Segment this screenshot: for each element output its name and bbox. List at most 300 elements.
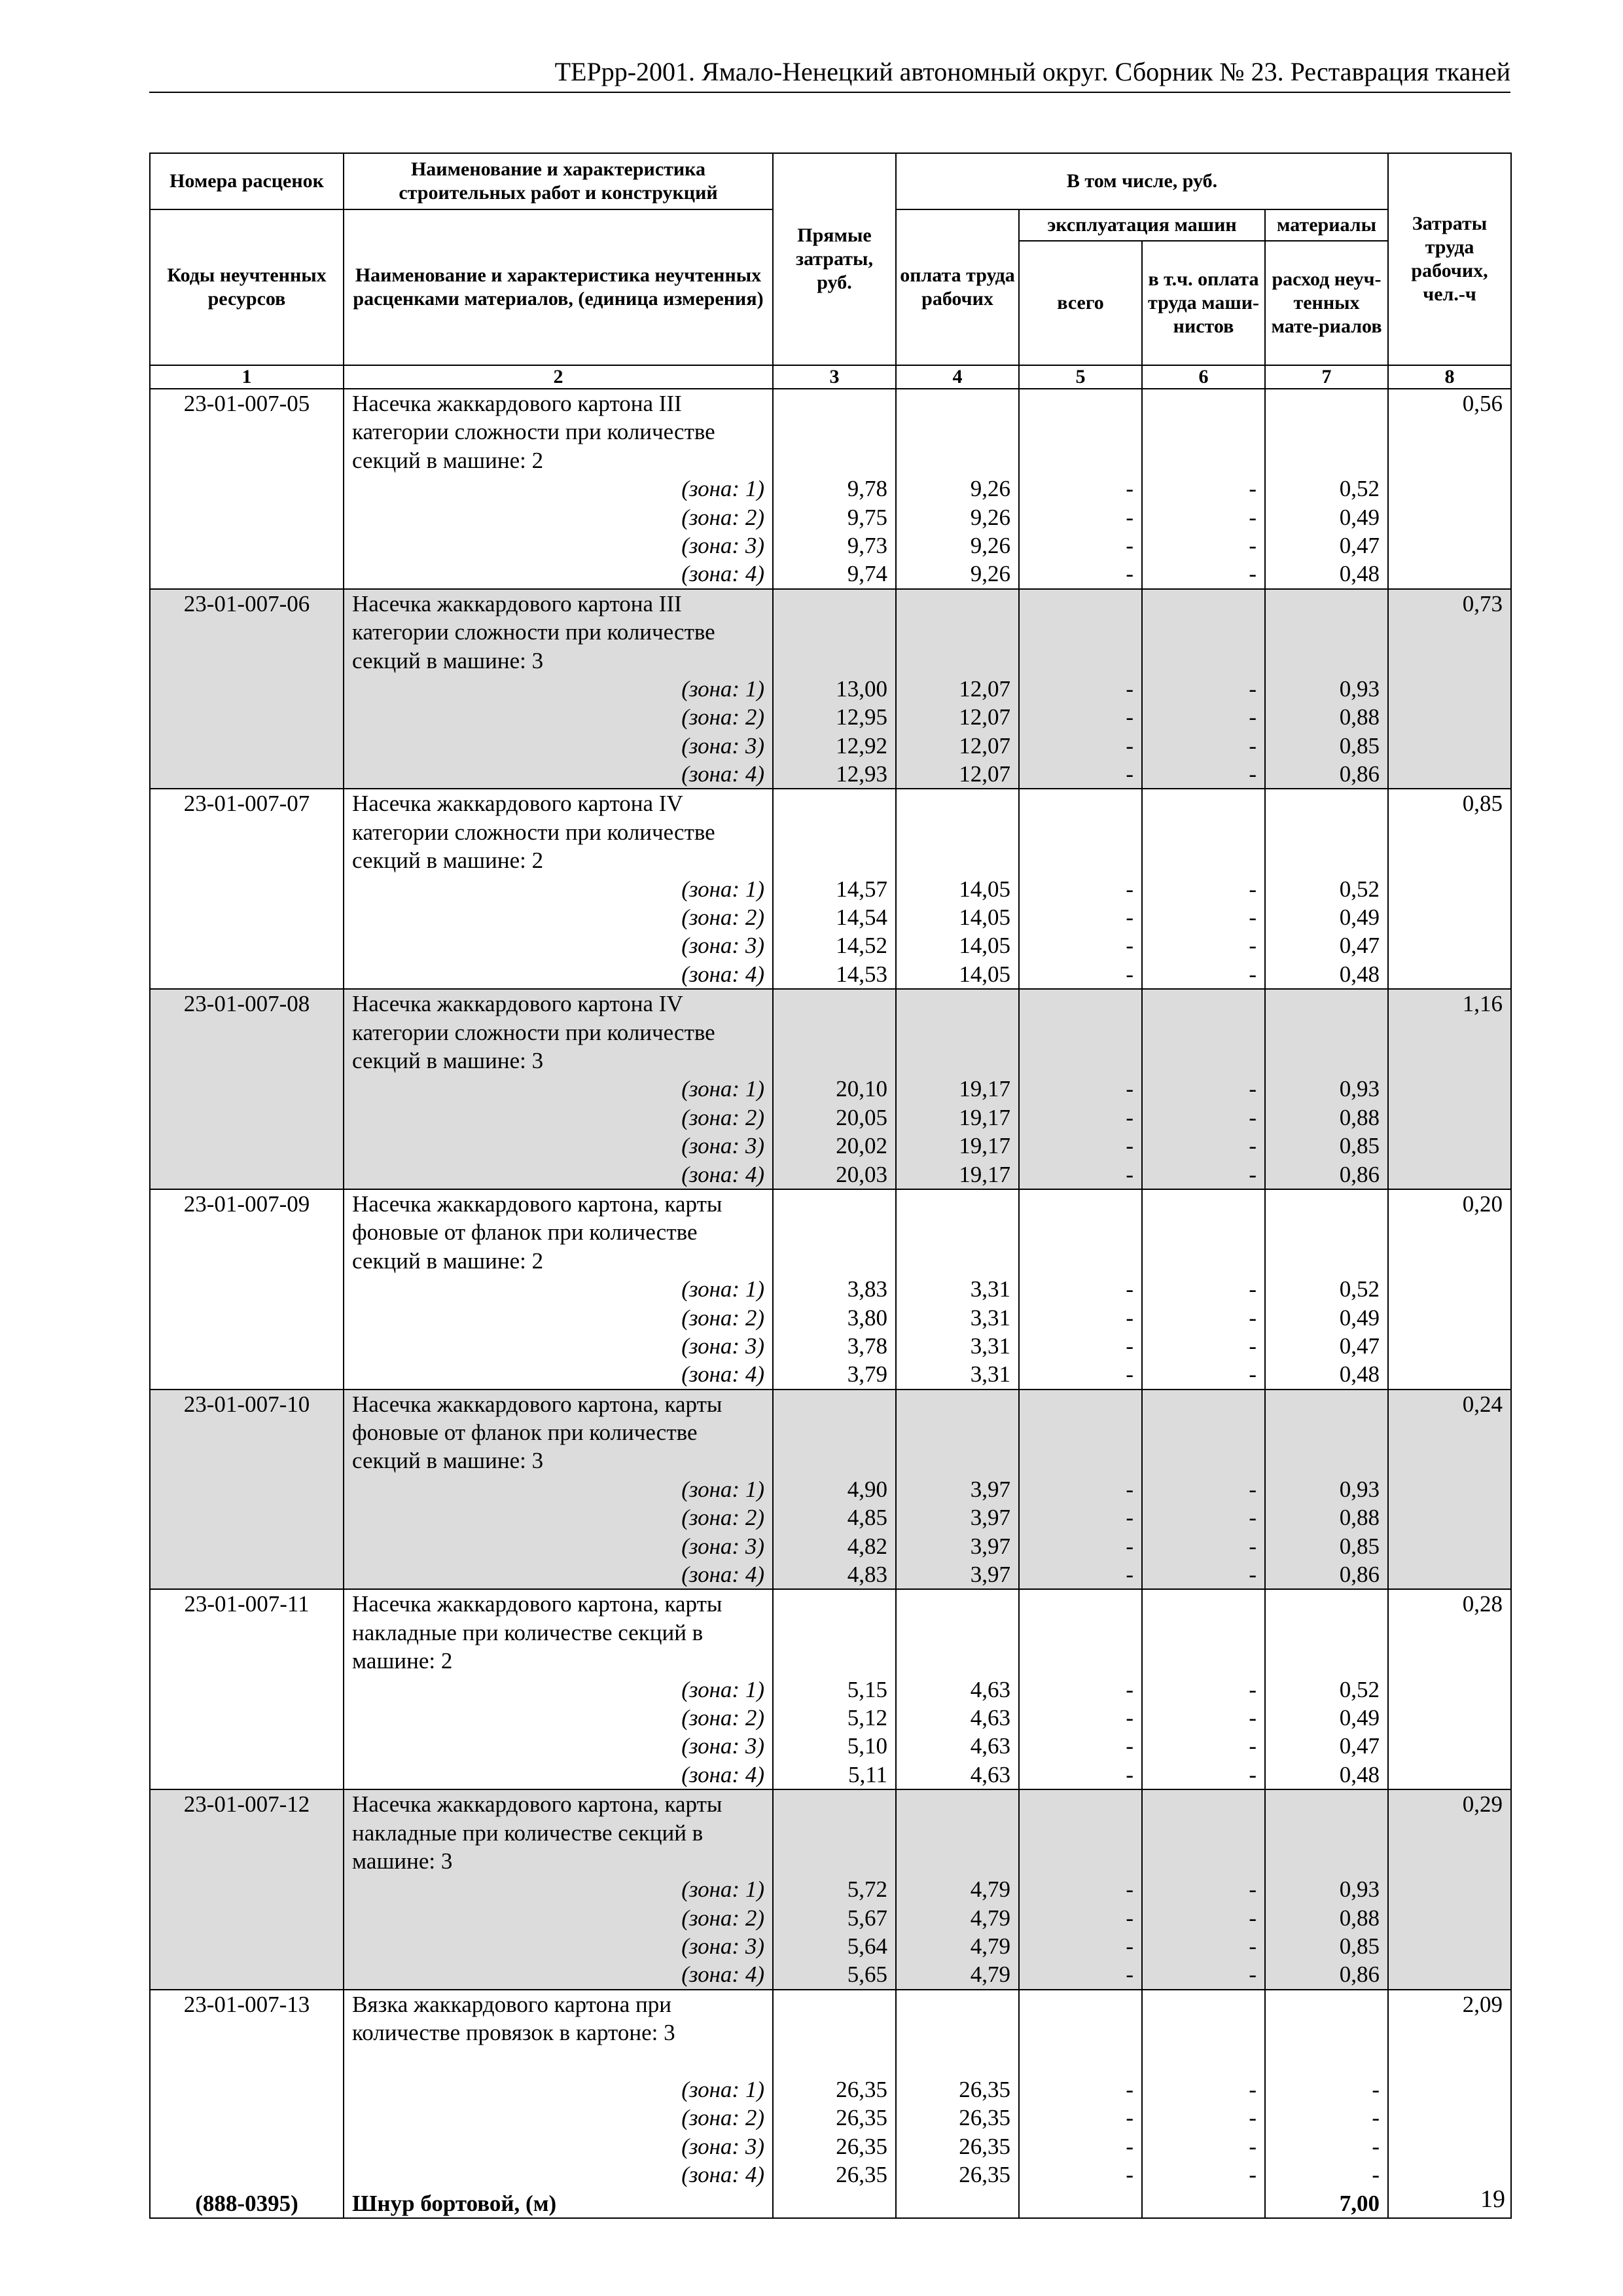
- document-running-title: ТЕРрр-2001. Ямало-Ненецкий автономный округ. Сборник № 23. Реставрация тканей: [554, 57, 1510, 86]
- wages-value: 9,26: [970, 532, 1010, 558]
- machines-total-value: -: [1126, 561, 1133, 587]
- machines-total-value: -: [1126, 1876, 1133, 1903]
- machines-total-value: -: [1126, 1133, 1133, 1159]
- materials-value: 0,47: [1339, 1733, 1380, 1759]
- wages-value: 4,79: [970, 1905, 1010, 1931]
- materials-value: 0,85: [1339, 732, 1380, 759]
- column-number: 6: [1142, 365, 1265, 389]
- direct-cost-value: 9,78: [847, 476, 887, 502]
- rate-name-line: категории сложности при количестве: [352, 1019, 715, 1045]
- wages-value: 14,05: [959, 933, 1010, 959]
- machines-total-value-cell: [1019, 789, 1142, 989]
- machines-total-value: -: [1126, 876, 1133, 902]
- materials-value-cell: [1265, 1189, 1388, 1390]
- machines-total-value: -: [1126, 532, 1133, 558]
- zone-label: (зона: 3): [681, 732, 764, 759]
- direct-cost-value: 3,83: [847, 1276, 887, 1302]
- direct-cost-value: 12,92: [836, 732, 887, 759]
- zone-label: (зона: 2): [681, 504, 764, 530]
- rate-code-cell: [150, 1390, 344, 1590]
- machinist-wages-value: -: [1249, 2077, 1257, 2103]
- materials-value: 0,86: [1339, 1562, 1380, 1588]
- rate-name-line: секций в машине: 2: [352, 447, 544, 473]
- machinist-wages-value: -: [1249, 504, 1257, 530]
- column-number: 3: [773, 365, 896, 389]
- direct-cost-value-cell: [773, 1789, 896, 1990]
- machinist-wages-value-cell: [1142, 789, 1265, 989]
- header-wages: оплата труда рабочих: [896, 209, 1019, 365]
- direct-cost-value: 12,95: [836, 704, 887, 730]
- column-number: 1: [150, 365, 344, 389]
- wages-value: 26,35: [959, 2162, 1010, 2188]
- direct-cost-value: 3,80: [847, 1304, 887, 1331]
- machinist-wages-value-cell: [1142, 989, 1265, 1189]
- header-machine-operation: эксплуатация машин: [1019, 209, 1265, 241]
- materials-value: 0,48: [1339, 1361, 1380, 1388]
- zone-label: (зона: 3): [681, 1533, 764, 1559]
- labor-cost-value: 0,28: [1462, 1591, 1503, 1617]
- labor-cost-cell: [1388, 1390, 1511, 1590]
- rate-name-cell: [344, 389, 773, 589]
- machinist-wages-value: -: [1249, 1076, 1257, 1102]
- wages-value-cell: [896, 1589, 1019, 1789]
- machinist-wages-value: -: [1249, 1276, 1257, 1302]
- rate-code-cell: [150, 589, 344, 789]
- direct-cost-value: 14,54: [836, 905, 887, 931]
- rate-name-line: накладные при количестве секций в: [352, 1619, 704, 1645]
- column-number: 7: [1265, 365, 1388, 389]
- zone-label: (зона: 4): [681, 761, 764, 787]
- materials-value: 0,48: [1339, 561, 1380, 587]
- machines-total-value: -: [1126, 761, 1133, 787]
- rate-name-line: машине: 3: [352, 1848, 453, 1874]
- labor-cost-value: 2,09: [1462, 1991, 1503, 2017]
- wages-value: 3,31: [970, 1304, 1010, 1331]
- direct-cost-value-cell: [773, 1189, 896, 1390]
- materials-value: 0,86: [1339, 1962, 1380, 1988]
- machines-total-value: -: [1126, 1276, 1133, 1302]
- wages-value: 26,35: [959, 2105, 1010, 2131]
- rate-name-line: фоновые от фланок при количестве: [352, 1420, 698, 1446]
- materials-value-cell: [1265, 1990, 1388, 2218]
- header-divider: [149, 92, 1510, 93]
- machines-total-value: -: [1126, 675, 1133, 702]
- wages-value: 14,05: [959, 905, 1010, 931]
- direct-cost-value: 9,74: [847, 561, 887, 587]
- materials-value: 0,47: [1339, 532, 1380, 558]
- wages-value: 3,31: [970, 1361, 1010, 1388]
- direct-cost-value: 5,15: [847, 1676, 887, 1702]
- materials-value: 0,47: [1339, 933, 1380, 959]
- zone-label: (зона: 1): [681, 876, 764, 902]
- rate-code: 23-01-007-10: [183, 1391, 310, 1417]
- machines-total-value: -: [1126, 704, 1133, 730]
- wages-value: 4,79: [970, 1962, 1010, 1988]
- rate-name-line: Насечка жаккардового картона III: [352, 590, 682, 617]
- table-header: [150, 153, 1511, 389]
- machinist-wages-value: -: [1249, 1505, 1257, 1531]
- direct-cost-value: 3,79: [847, 1361, 887, 1388]
- machinist-wages-value: -: [1249, 1333, 1257, 1359]
- machinist-wages-value: -: [1249, 732, 1257, 759]
- machinist-wages-value: -: [1249, 1533, 1257, 1559]
- rate-code: 23-01-007-08: [183, 991, 310, 1017]
- wages-value: 19,17: [959, 1104, 1010, 1130]
- direct-cost-value: 13,00: [836, 675, 887, 702]
- zone-label: (зона: 2): [681, 1905, 764, 1931]
- materials-value-cell: [1265, 1589, 1388, 1789]
- wages-value: 12,07: [959, 704, 1010, 730]
- wages-value: 3,31: [970, 1333, 1010, 1359]
- machinist-wages-value-cell: [1142, 1390, 1265, 1590]
- header-material-description: Наименование и характеристика неучтенных расценками материалов, (единица измерения): [344, 209, 773, 365]
- machines-total-value: -: [1126, 1333, 1133, 1359]
- wages-value-cell: [896, 1789, 1019, 1990]
- zone-label: (зона: 4): [681, 1161, 764, 1187]
- machines-total-value: -: [1126, 1905, 1133, 1931]
- wages-value: 3,97: [970, 1505, 1010, 1531]
- direct-cost-value: 9,73: [847, 532, 887, 558]
- machinist-wages-value-cell: [1142, 1589, 1265, 1789]
- zone-label: (зона: 4): [681, 2162, 764, 2188]
- materials-value: 0,88: [1339, 1505, 1380, 1531]
- machines-total-value: -: [1126, 1161, 1133, 1187]
- machinist-wages-value-cell: [1142, 589, 1265, 789]
- header-machines-total: всего: [1019, 241, 1142, 365]
- rate-name-line: накладные при количестве секций в: [352, 1820, 704, 1846]
- rate-name-line: машине: 2: [352, 1648, 453, 1674]
- direct-cost-value: 14,57: [836, 876, 887, 902]
- header-resource-codes: Коды неучтенных ресурсов: [150, 209, 344, 365]
- machinist-wages-value: -: [1249, 2105, 1257, 2131]
- wages-value: 3,97: [970, 1533, 1010, 1559]
- zone-label: (зона: 2): [681, 1505, 764, 1531]
- machines-total-value: -: [1126, 1476, 1133, 1502]
- machines-total-value: -: [1126, 1533, 1133, 1559]
- zone-label: (зона: 3): [681, 1933, 764, 1960]
- labor-cost-cell: [1388, 1789, 1511, 1990]
- resource-amount: 7,00: [1339, 2190, 1380, 2216]
- materials-value: 0,52: [1339, 1276, 1380, 1302]
- machines-total-value-cell: [1019, 1789, 1142, 1990]
- zone-label: (зона: 2): [681, 2105, 764, 2131]
- rate-name-line: категории сложности при количестве: [352, 819, 715, 845]
- wages-value: 14,05: [959, 876, 1010, 902]
- rate-code: 23-01-007-06: [183, 590, 310, 617]
- machines-total-value: -: [1126, 504, 1133, 530]
- materials-value: 0,93: [1339, 1076, 1380, 1102]
- direct-cost-value: 20,05: [836, 1104, 887, 1130]
- wages-value-cell: [896, 989, 1019, 1189]
- machinist-wages-value: -: [1249, 876, 1257, 902]
- machinist-wages-value: -: [1249, 532, 1257, 558]
- materials-value: 0,93: [1339, 1476, 1380, 1502]
- rate-name-line: Насечка жаккардового картона, карты: [352, 1591, 722, 1617]
- wages-value: 4,63: [970, 1704, 1010, 1731]
- materials-value: 0,85: [1339, 1133, 1380, 1159]
- zone-label: (зона: 2): [681, 1304, 764, 1331]
- direct-cost-value: 9,75: [847, 504, 887, 530]
- machines-total-value: -: [1126, 961, 1133, 987]
- materials-value-cell: [1265, 389, 1388, 589]
- zone-label: (зона: 3): [681, 933, 764, 959]
- materials-value: 0,52: [1339, 876, 1380, 902]
- rate-name-cell: [344, 1789, 773, 1990]
- zone-label: (зона: 4): [681, 961, 764, 987]
- machinist-wages-value: -: [1249, 2162, 1257, 2188]
- rate-name-line: категории сложности при количестве: [352, 619, 715, 645]
- rate-name-line: категории сложности при количестве: [352, 419, 715, 445]
- wages-value-cell: [896, 789, 1019, 989]
- rate-code: 23-01-007-11: [184, 1591, 310, 1617]
- wages-value: 26,35: [959, 2133, 1010, 2159]
- materials-value: 0,49: [1339, 905, 1380, 931]
- direct-cost-value: 5,72: [847, 1876, 887, 1903]
- header-labor-costs: Затраты труда рабочих, чел.-ч: [1388, 153, 1511, 365]
- zone-label: (зона: 1): [681, 1076, 764, 1102]
- machines-total-value-cell: [1019, 1189, 1142, 1390]
- labor-cost-value: 1,16: [1462, 991, 1503, 1017]
- direct-cost-value-cell: [773, 789, 896, 989]
- direct-cost-value: 20,10: [836, 1076, 887, 1102]
- wages-value: 9,26: [970, 476, 1010, 502]
- machines-total-value: -: [1126, 2077, 1133, 2103]
- rate-code-cell: [150, 789, 344, 989]
- labor-cost-value: 0,20: [1462, 1191, 1503, 1217]
- materials-value: 0,49: [1339, 1304, 1380, 1331]
- materials-value: 0,52: [1339, 476, 1380, 502]
- machinist-wages-value: -: [1249, 1876, 1257, 1903]
- machinist-wages-value: -: [1249, 905, 1257, 931]
- rate-name-cell: [344, 989, 773, 1189]
- rate-name-line: секций в машине: 2: [352, 848, 544, 874]
- rate-name-line: секций в машине: 3: [352, 1047, 544, 1073]
- wages-value-cell: [896, 1990, 1019, 2218]
- zone-label: (зона: 3): [681, 1733, 764, 1759]
- zone-label: (зона: 4): [681, 561, 764, 587]
- direct-cost-value: 5,11: [848, 1761, 887, 1787]
- zone-label: (зона: 1): [681, 1276, 764, 1302]
- rate-name-cell: [344, 589, 773, 789]
- rate-code-cell: [150, 1789, 344, 1990]
- machines-total-value: -: [1126, 1933, 1133, 1960]
- machines-total-value-cell: [1019, 389, 1142, 589]
- wages-value-cell: [896, 389, 1019, 589]
- direct-cost-value: 26,35: [836, 2105, 887, 2131]
- wages-value: 3,31: [970, 1276, 1010, 1302]
- machinist-wages-value: -: [1249, 1161, 1257, 1187]
- wages-value-cell: [896, 589, 1019, 789]
- rate-row: [150, 1390, 1511, 1590]
- machinist-wages-value: -: [1249, 704, 1257, 730]
- rate-row: [150, 589, 1511, 789]
- header-including: В том числе, руб.: [896, 153, 1388, 209]
- direct-cost-value: 4,83: [847, 1562, 887, 1588]
- rates-table: [149, 152, 1512, 2219]
- rate-code-cell: [150, 1589, 344, 1789]
- machines-total-value-cell: [1019, 1589, 1142, 1789]
- machines-total-value: -: [1126, 1676, 1133, 1702]
- rate-code: 23-01-007-12: [183, 1791, 310, 1818]
- direct-cost-value-cell: [773, 389, 896, 589]
- machinist-wages-value: -: [1249, 1104, 1257, 1130]
- column-number: 2: [344, 365, 773, 389]
- machines-total-value-cell: [1019, 989, 1142, 1189]
- machinist-wages-value: -: [1249, 1476, 1257, 1502]
- machines-total-value: -: [1126, 933, 1133, 959]
- rate-name-cell: [344, 1189, 773, 1390]
- materials-value: 0,93: [1339, 675, 1380, 702]
- direct-cost-value: 3,78: [847, 1333, 887, 1359]
- direct-cost-value-cell: [773, 1390, 896, 1590]
- labor-cost-cell: [1388, 389, 1511, 589]
- rate-name-line: Насечка жаккардового картона, карты: [352, 1191, 722, 1217]
- labor-cost-cell: [1388, 1189, 1511, 1390]
- machines-total-value: -: [1126, 2162, 1133, 2188]
- machinist-wages-value: -: [1249, 1761, 1257, 1787]
- rate-row: [150, 1990, 1511, 2218]
- materials-value-cell: [1265, 589, 1388, 789]
- machines-total-value: -: [1126, 1704, 1133, 1731]
- machines-total-value: -: [1126, 905, 1133, 931]
- machinist-wages-value: -: [1249, 1133, 1257, 1159]
- zone-label: (зона: 2): [681, 704, 764, 730]
- machinist-wages-value: -: [1249, 675, 1257, 702]
- wages-value: 19,17: [959, 1133, 1010, 1159]
- direct-cost-value: 5,64: [847, 1933, 887, 1960]
- header-materials: материалы: [1265, 209, 1388, 241]
- direct-cost-value-cell: [773, 589, 896, 789]
- machinist-wages-value: -: [1249, 933, 1257, 959]
- column-number: 5: [1019, 365, 1142, 389]
- wages-value: 14,05: [959, 961, 1010, 987]
- materials-value: 0,49: [1339, 1704, 1380, 1731]
- machinist-wages-value-cell: [1142, 1189, 1265, 1390]
- machines-total-value: -: [1126, 2105, 1133, 2131]
- machinist-wages-value: -: [1249, 476, 1257, 502]
- header-machinist-wages: в т.ч. оплата труда маши-нистов: [1142, 241, 1265, 365]
- machines-total-value: -: [1126, 1104, 1133, 1130]
- machinist-wages-value: -: [1249, 1361, 1257, 1388]
- direct-cost-value: 14,53: [836, 961, 887, 987]
- wages-value: 4,79: [970, 1933, 1010, 1960]
- rate-code: 23-01-007-07: [183, 791, 310, 817]
- machinist-wages-value: -: [1249, 761, 1257, 787]
- materials-value: 0,49: [1339, 504, 1380, 530]
- labor-cost-value: 0,24: [1462, 1391, 1503, 1417]
- rate-name-line: Насечка жаккардового картона, карты: [352, 1391, 722, 1417]
- materials-value: 0,85: [1339, 1533, 1380, 1559]
- machinist-wages-value: -: [1249, 1962, 1257, 1988]
- materials-value: 0,88: [1339, 1905, 1380, 1931]
- machines-total-value-cell: [1019, 1390, 1142, 1590]
- rate-name-line: секций в машине: 3: [352, 1448, 544, 1474]
- zone-label: (зона: 4): [681, 1562, 764, 1588]
- materials-value: 0,85: [1339, 1933, 1380, 1960]
- zone-label: (зона: 1): [681, 1876, 764, 1903]
- header-rate-numbers: Номера расценок: [150, 153, 344, 209]
- labor-cost-cell: [1388, 1589, 1511, 1789]
- rate-name-line: секций в машине: 3: [352, 647, 544, 673]
- zone-label: (зона: 1): [681, 1676, 764, 1702]
- rate-row: [150, 1589, 1511, 1789]
- machines-total-value: -: [1126, 1962, 1133, 1988]
- wages-value: 4,63: [970, 1733, 1010, 1759]
- rate-row: [150, 389, 1511, 589]
- rate-code: 23-01-007-05: [183, 391, 310, 416]
- direct-cost-value: 26,35: [836, 2162, 887, 2188]
- rate-name-cell: [344, 1990, 773, 2218]
- wages-value: 12,07: [959, 761, 1010, 787]
- machinist-wages-value: -: [1249, 1676, 1257, 1702]
- machines-total-value: -: [1126, 1076, 1133, 1102]
- direct-cost-value: 4,90: [847, 1476, 887, 1502]
- materials-value-cell: [1265, 789, 1388, 989]
- direct-cost-value: 12,93: [836, 761, 887, 787]
- direct-cost-value-cell: [773, 989, 896, 1189]
- labor-cost-cell: [1388, 1990, 1511, 2218]
- machines-total-value: -: [1126, 1361, 1133, 1388]
- wages-value: 4,63: [970, 1761, 1010, 1787]
- header-work-description: Наименование и характеристика строительных работ и конструкций: [344, 153, 773, 209]
- machinist-wages-value: -: [1249, 1562, 1257, 1588]
- rate-code: 23-01-007-09: [183, 1191, 310, 1217]
- zone-label: (зона: 3): [681, 1133, 764, 1159]
- wages-value: 19,17: [959, 1161, 1010, 1187]
- machines-total-value: -: [1126, 1733, 1133, 1759]
- zone-label: (зона: 3): [681, 532, 764, 558]
- machinist-wages-value: -: [1249, 1304, 1257, 1331]
- resource-name: Шнур бортовой, (м): [352, 2190, 557, 2216]
- zone-label: (зона: 1): [681, 476, 764, 502]
- labor-cost-cell: [1388, 989, 1511, 1189]
- labor-cost-cell: [1388, 589, 1511, 789]
- machinist-wages-value-cell: [1142, 1990, 1265, 2218]
- wages-value: 19,17: [959, 1076, 1010, 1102]
- rate-name-cell: [344, 789, 773, 989]
- rate-name-line: Насечка жаккардового картона, карты: [352, 1791, 722, 1818]
- machines-total-value: -: [1126, 1562, 1133, 1588]
- machinist-wages-value: -: [1249, 1704, 1257, 1731]
- rate-code-cell: [150, 1189, 344, 1390]
- rate-name-line: количестве провязок в картоне: 3: [352, 2020, 675, 2046]
- direct-cost-value: 4,85: [847, 1505, 887, 1531]
- machines-total-value: -: [1126, 2133, 1133, 2159]
- direct-cost-value: 26,35: [836, 2077, 887, 2103]
- rate-name-line: фоновые от фланок при количестве: [352, 1219, 698, 1246]
- machinist-wages-value: -: [1249, 1933, 1257, 1960]
- direct-cost-value: 5,65: [847, 1962, 887, 1988]
- rate-row: [150, 1189, 1511, 1390]
- wages-value: 9,26: [970, 504, 1010, 530]
- rate-code-cell: [150, 389, 344, 589]
- wages-value: 9,26: [970, 561, 1010, 587]
- zone-label: (зона: 4): [681, 1361, 764, 1388]
- rate-name-cell: [344, 1390, 773, 1590]
- column-number: 8: [1388, 365, 1511, 389]
- rate-name-line: секций в машине: 2: [352, 1247, 544, 1274]
- materials-value: 0,93: [1339, 1876, 1380, 1903]
- labor-cost-value: 0,73: [1462, 590, 1503, 617]
- wages-value: 4,63: [970, 1676, 1010, 1702]
- materials-value-cell: [1265, 1789, 1388, 1990]
- rate-code-cell: [150, 1990, 344, 2218]
- materials-value: -: [1372, 2133, 1380, 2159]
- materials-value: -: [1372, 2105, 1380, 2131]
- zone-label: (зона: 3): [681, 2133, 764, 2159]
- header-unaccounted-materials: расход неуч-тенных мате-риалов: [1265, 241, 1388, 365]
- materials-value: -: [1372, 2162, 1380, 2188]
